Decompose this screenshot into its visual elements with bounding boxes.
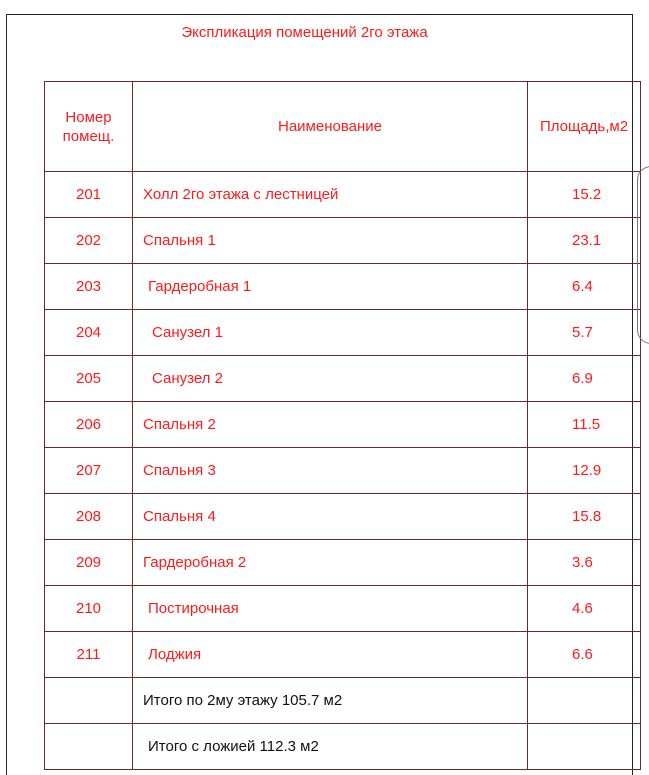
table-title: Экспликация помещений 2го этажа [181,24,428,41]
room-name: Спальня 1 [133,218,528,264]
room-name-text: Санузел 1 [152,324,223,341]
room-name: Гардеробная 2 [133,540,528,586]
room-area: 6.9 [572,370,593,387]
header-row [45,82,641,172]
room-number: 208 [45,494,133,540]
room-area: 23.1 [572,232,602,249]
room-number: 207 [45,448,133,494]
room-number: 206 [45,402,133,448]
room-area: 6.6 [572,646,593,663]
empty-cell [528,678,641,724]
room-area-cell [528,218,641,264]
room-area-cell [528,264,641,310]
room-number: 205 [45,356,133,402]
room-name: Холл 2го этажа с лестницей [133,172,528,218]
table-row [45,448,641,494]
room-area-cell [528,632,641,678]
header-room-name: Наименование [133,82,528,172]
room-name [133,310,528,356]
room-area: 3.6 [572,554,593,571]
room-area: 6.4 [572,278,593,295]
room-area-cell [528,494,641,540]
room-area-cell [528,310,641,356]
room-name-text: Санузел 2 [152,370,223,387]
room-area: 5.7 [572,324,593,341]
side-bracket-decoration [637,166,649,344]
total-row-floor [45,678,641,724]
room-number: 211 [45,632,133,678]
table-row [45,632,641,678]
room-area: 15.8 [572,508,602,525]
table-row [45,310,641,356]
room-area: 12.9 [572,462,602,479]
room-number: 203 [45,264,133,310]
header-room-area-label: Площадь,м2 [539,118,629,135]
room-area-cell [528,356,641,402]
empty-cell [45,724,133,770]
room-number: 204 [45,310,133,356]
room-name [133,264,528,310]
room-area-cell [528,540,641,586]
room-name [133,586,528,632]
total-row-loggia [45,724,641,770]
table-row [45,402,641,448]
room-name: Спальня 2 [133,402,528,448]
room-area: 11.5 [572,416,601,433]
room-area-cell [528,172,641,218]
room-number: 210 [45,586,133,632]
table-row [45,264,641,310]
table-row [45,172,641,218]
header-room-number-line1: Номер [65,108,112,126]
table-row [45,586,641,632]
room-area: 4.6 [572,600,593,617]
room-name: Спальня 3 [133,448,528,494]
table-row [45,540,641,586]
total-loggia-text [133,724,528,770]
empty-cell [528,724,641,770]
total-loggia-label: Итого с ложией 112.3 м2 [148,738,319,755]
room-area: 15.2 [572,186,602,203]
empty-cell [45,678,133,724]
room-number: 201 [45,172,133,218]
header-room-number [45,82,133,172]
table-row [45,494,641,540]
room-name [133,356,528,402]
room-area-cell [528,402,641,448]
room-name-text: Лоджия [148,646,202,663]
room-name-text: Постирочная [148,600,239,617]
room-area-cell [528,586,641,632]
total-floor-text: Итого по 2му этажу 105.7 м2 [133,678,528,724]
room-schedule-table [44,81,641,770]
table-row [45,218,641,264]
header-room-number-line2: помещ. [62,127,115,145]
room-name-text: Гардеробная 1 [148,278,252,295]
room-number: 209 [45,540,133,586]
room-name [133,632,528,678]
room-area-cell [528,448,641,494]
room-name: Спальня 4 [133,494,528,540]
room-number: 202 [45,218,133,264]
table-row [45,356,641,402]
header-room-area [528,82,641,172]
